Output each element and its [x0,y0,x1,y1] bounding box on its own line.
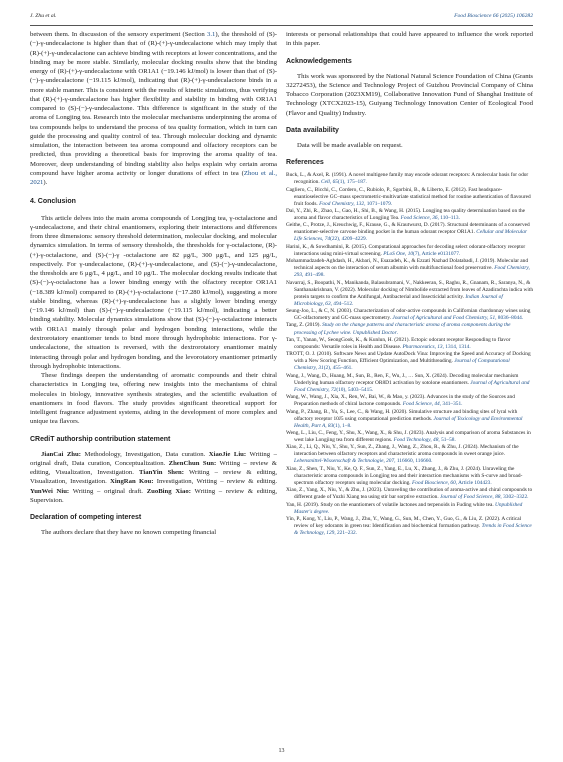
credit-author-role: Writing – original draft. [69,487,147,495]
reference-tail: (1), 175–187. [337,179,367,186]
reference-text: Mohammadzadeh-Aghdash, H., Akbari, N., Esazadeh, K., & Ezzati Nazhad Dolatabadi, J. (2019). Molecular and technical aspects on the interaction of serum albumin with multifunctional food preservative. [286,258,529,272]
conclusion-heading: 4. Conclusion [30,197,76,205]
credit-paragraph [30,450,277,506]
right-column [286,30,533,537]
reference-item[interactable] [286,208,533,222]
reference-text: Tan, T., Yanan, W., SeongGook, K., & Kunlun, H. (2021). Ectopic odorant receptor Responding to flavor compounds: Versatile roles in Health and Disease. [286,336,511,350]
acknowledgements-heading: Acknowledgements [286,57,352,65]
reference-journal-link[interactable]: Cellular and Molecular Life Sciences, 74 [294,229,528,243]
discussion-paragraph [30,30,277,188]
reference-item[interactable] [286,172,533,186]
citation-link[interactable]: Zhou et al., 2021 [30,169,277,187]
credit-author-role: Writing – review & editing, Visualization, Investigation. [30,459,277,477]
discussion-text-b: ), the threshold of (S)-(−)-γ-undecalactone is higher than that of (R)-(+)-γ-undecalactone which may imply that (R)-(+)-γ-undecalactone can achieve binding with receptors at lower concentrations, and the binding may be more stable. Similarly, molecular docking results show that the binding energy of (R)-(+)-γ-undecalactone with OR1A1 (−19.146 kJ/mol) is lower than that of (S)-(−)-γ-undecalactone (−19.115 kJ/mol), indicating that (R)-(+)-γ-undecalactone binds in a more stable manner. This is consistent with the results of kinetic simulations, thus verifying that (R)-(+)-γ-undecalactone has higher flexibility and stability in binding with OR1A1 compared to (S)-(−)-γ-undecalactone. This difference is significant in the study of the aroma of Longjing tea. Research into the molecular mechanisms underpinning the aroma of tea compounds helps to understand the process of tea quality formation, which in turn can guide the processing and quality control of tea. Through molecular docking and dynamic simulation, the interaction between tea aroma compound and olfactory receptors can be predicted, thus providing a theoretical basis for improving the aroma quality of tea. Moreover, deep understanding of binding stability also helps explain why certain aroma compound have higher aroma activity or longer durations of effect in tea ( [30,31,277,177]
reference-text: Xiao, Z., Yang, X., Niu, Y., & Zhu, J. (2023). Unraveling the contribution of aroma-active and chiral compounds to different grade of Yuzhi Xiang tea using stir bar sorptive extraction. [286,487,533,501]
reference-tail: , 3302–3322. [500,494,529,501]
section-link[interactable]: 3.1 [206,31,216,38]
reference-journal-link[interactable]: Study on the change patterns and characteristic aroma of aroma components during the processing of Lychee wine. Unpublished Doctor [294,322,511,336]
reference-tail: (22), 4209–4229. [330,236,368,243]
running-header [30,13,533,25]
reference-text: Weng, L., Liu, C., Feng, Y., Shu, X., Wang, X., & Shu, J. (2023). Analysis and comparison of aroma Substances in west lake Longjing tea from different regions. [286,429,531,444]
reference-tail: , 110–113. [437,215,460,221]
reference-item[interactable] [286,308,533,322]
credit-heading: CRediT authorship contribution statement [30,435,171,443]
acknowledgements-paragraph: This work was sponsored by the National Natural Science Foundation of China (Grants 32272453), the Science and Technology Project of Guizhou Provincial Company of China Tobacco Corporation (2023XM19), Collaborative Innovation Fund of Shanghai Institute of Technology (XTCX2023-15), Guiyang Technology Innovation Center of Ecological Food (Flavor and Quality) Industry. [286,72,533,117]
reference-item[interactable] [286,258,533,279]
reference-text: Yin, P., Kong, Y., Liu, P., Wang, J., Zhu, Y., Wang, G., Sun, M., Chen, Y., Guo, G., & Liu, Z. (2022). A critical review of key odorants in green tea: Identification and biochemical formation pathway. [286,516,522,530]
conclusion-paragraph-2: These findings deepen the understanding of aromatic compounds and their chiral characteristics in Longjing tea, offering new insights into the mechanisms of chiral molecules in biology, innovative synthesis strategies, and the scientific evaluation of enantiomers in food flavors. The study provides significant theoretical support for intelligent fragrance adjustment systems, aiding in the development of more complex and unique tea flavors. [30,372,277,426]
reference-item[interactable] [286,516,533,537]
reference-text: Cagliero, C., Bicchi, C., Cordero, C., Rubiolo, P., Sgorbini, B., & Liberto, E. (2012). Fast headspace-enantioselective GC–mass spectrometric-multivariate statistical method for routine authentication of flavoured fruit foods. [286,186,531,207]
reference-item[interactable] [286,351,533,372]
competing-interest-heading: Declaration of competing interest [30,514,142,522]
reference-journal-link[interactable]: Journal of Agricultural and Food Chemistry, 51 [392,315,496,322]
reference-journal-link[interactable]: Food Technology, 48 [393,437,439,444]
reference-tail: , 491–498. [302,272,325,279]
reference-text: Wang, P., Zhang, B., Yu, S., Lee, C., & Wang, H. (2020). Simulative structure and binding sites of lyral with olfactory receptor 10J5 using computational prediction methods. [286,408,518,422]
references-heading: References [286,159,324,167]
discussion-text-c: ). [43,179,48,187]
credit-author-name: TianYin Shen: [139,469,184,477]
credit-author-name: ZuoBing Xiao: [146,487,191,495]
reference-item[interactable] [286,502,533,516]
header-journal-link[interactable]: Food Bioscience 66 (2025) 106282 [454,13,533,19]
reference-journal-link[interactable]: Food Chemistry, 293 [294,265,530,279]
reference-tail: , 221–232. [334,530,358,537]
reference-tail: (7), Article e0131077. [413,250,461,257]
reference-journal-link[interactable]: Lebensmittel-Wissenschaft & Technologie, 207 [294,458,395,465]
reference-journal-link[interactable]: Journal of Agricultural and Food Chemistry, 72 [294,379,530,393]
reference-item[interactable] [286,222,533,243]
reference-item[interactable] [286,373,533,394]
reference-item[interactable] [286,244,533,258]
conclusion-paragraph-1: This article delves into the main aroma compounds of Longjing tea, γ-octalactone and γ-undecalactone, and their chiral enantiomers, exploring their interactions and differences from three dimensions: sensory threshold determination, molecular docking, and molecular dynamics simulation. In terms of sensory thresholds, the thresholds for γ-octalactone, (R)-(+)-γ-octalactone, and (S)-(−)-γ -octalactone are 82 μg/L, 300 μg/L, and 125 μg/L, respectively. For γ-undecalactone, (R)-(+)-γ-undecalactone, and (S)-(−)-γ-undecalactone, the thresholds are 6 μg/L, 4 μg/L, and 10 μg/L. The molecular docking results indicate that (S)-(−)-γ-octalactone has a lower binding energy with the olfactory receptor OR1A1 (−18.389 kJ/mol) compared to (R)-(+)-γ-octalactone (−17.280 kJ/mol), suggesting a more stable binding, whereas (R)-(+)-γ-undecalactone has a slightly lower binding energy (−19.146 kJ/mol) than (S)-(−)-γ-undecalactone (−19.115 kJ/mol), indicating a better binding stability. Molecular dynamics simulations show that (S)-(−)-γ-octalactone interacts with OR1A1 mainly through polar and hydrogen bonding interactions, while the dextrorotatory enantiomer tends to bind more through hydrophobic interactions. For γ-undecalactone, the situation is reversed, with the dextrorotatory enantiomer mainly interacting through polar and hydrogen bonding, and the levorotatory enantiomer primarily through hydrophobic interactions. [30,214,277,370]
credit-author-role: Writing – review & editing, Supervision. [30,487,277,504]
reference-journal-link[interactable]: Journal of Computational Chemistry, 31 [294,358,510,372]
data-availability-heading: Data availability [286,126,339,134]
reference-item[interactable] [286,487,533,501]
left-column [30,30,277,537]
reference-journal-link[interactable]: PLoS One, 10 [383,250,414,257]
credit-author-role: Methodology, Investigation, Data curation. [80,450,209,458]
reference-item[interactable] [286,322,533,336]
credit-author-name: JianCai Zhu: [41,450,81,458]
reference-tail: , 1314, 1314. [442,343,471,350]
credit-author-role: Investigation, Writing – review & editing. [153,478,277,486]
reference-tail: , 116660, 116660. [394,458,433,465]
credit-author-name: XiaoJie Liu: [208,450,247,458]
reference-journal-link[interactable]: Journal of Food Science, 88 [440,494,501,501]
reference-text: Dai, Y., Zhi, R., Zhao, L., Gao, H., Shi, B., & Wang, H. (2015). Longjing tea quality determination based on the aroma and flavor characteristics of Longjing Tea. [286,207,526,221]
reference-item[interactable] [286,444,533,465]
credit-author-role: Writing – review & editing, Visualization, Investigation. [30,469,277,486]
reference-tail: , 51–58. [438,437,456,444]
reference-journal-link[interactable]: Food Bioscience, 60 [411,479,456,486]
reference-journal-link[interactable]: Food Science, 36 [400,215,438,221]
reference-tail: , Article 104423. [455,479,492,486]
reference-text: Yan, H. (2019). Study on the enantiomers of volatile lactones and terpenoids in Fuding white tea. [286,501,496,508]
header-rule [30,25,533,26]
discussion-text-a: between them. In discussion of the sensory experiment (Section [30,31,207,38]
reference-text: Seung-Joo, L., & C, N. (2003). Characterization of odor-active compounds in Californian chardonnay wines using GC-olfactometry and GC-mass spectrometry. [286,308,531,322]
reference-tail: (1), 1–8. [333,422,352,429]
reference-text: Buck, L., & Axel, R. (1991). A novel multigene family may encode odorant receptors: A molecular basis for odor recognition. [286,172,529,186]
page-number: 13 [278,748,285,754]
reference-item[interactable] [286,394,533,408]
reference-journal-link[interactable]: Unpublished Master's degree [294,501,523,515]
reference-tail: , 341–351. [439,401,463,408]
reference-text: Wang, J., Wang, D., Huang, M., Sun, B., Ren, F., Wu, J., … Sun, X. (2024). Decoding molecular mechanism Underlying human olfactory receptor OR8D1 activation by sotolone enantiomers. [286,372,519,386]
reference-journal-link[interactable]: Indian Journal of Microbiology, 63 [294,293,503,307]
header-authors: J. Zhu et al. [30,13,57,19]
reference-journal-link[interactable]: Food Science, 44 [402,401,440,408]
reference-item[interactable] [286,430,533,444]
reference-journal-link[interactable]: Pharmaceutics, 13 [402,343,443,350]
reference-tail: , 494–512. [330,300,354,307]
reference-item[interactable] [286,187,533,208]
reference-item[interactable] [286,466,533,487]
reference-text: Harini, K., & Sowdhamini, R. (2015). Computational approaches for decoding select odorant-olfactory receptor interactions using mini-virtual screening. [286,243,526,257]
reference-text: Navarraj, S., Boopathi, N., Manikanda, Balasubramani, V., Nakkeeran, S., Raghu, R., Gnanam, R., Saranya, N., & Santhanakrishnan, V. (2022). Molecular docking of Nimbolide extracted from leaves of Azadirachta indica with protein targets to confirm the Antifungal, Antibacterial and Insecticidal activity. [286,279,534,300]
reference-list [286,172,533,537]
reference-text: Wang, W., Wang, J., Xia, X., Ren, W., Bai, W., & Mao, y. (2023). Advances in the study of the Sources and Preparation methods of chiral lactone compounds. [286,394,515,408]
reference-tail: (10), 5403–5415. [336,386,374,393]
data-availability-paragraph: Data will be made available on request. [297,141,403,149]
reference-item[interactable] [286,337,533,351]
reference-text: Xiao, Z., Li, Q., Niu, Y., Shu, Y., Sun, Z., Zhang, J., Wang, Z., Zhou, R., & Zhu, J. (2024). Mechanism of the interaction between olfactory receptors and characteristic aroma compounds in sweet orange juice. [286,444,519,458]
reference-journal-link[interactable]: Food Chemistry, 132 [319,200,365,207]
credit-author-name: ZhenChun Sun: [168,459,217,467]
competing-interest-paragraph: The authors declare that they have no known competing financial [41,529,217,537]
reference-journal-link[interactable]: Cell, 65 [321,179,338,186]
credit-author-name: XingRan Kou: [110,478,154,486]
reference-tail: . [396,329,398,336]
reference-item[interactable] [286,280,533,308]
reference-text: Xiao, Z., Shen, T., Niu, Y., Ke, Q. F., Sun, Z., Yang, E., Lu, X., Zhang, J., & Zhu, J. (2024). Unraveling the characteristic aroma compounds in Longjing tea and their interaction mechanisms with S-curve and broad-spectrum olfactory receptors using molecular docking. [286,465,523,486]
reference-journal-link[interactable]: Trends in Food Science & Technology, 129 [294,523,532,537]
reference-tail: (2), 455–461. [323,365,353,372]
reference-journal-link[interactable]: Journal of Toxicology and Environmental Health, Part A, 83 [294,415,523,429]
reference-text: Tang, Z. (2019). [286,322,323,329]
reference-text: Geithe, C., Protze, J., Kreuchwig, F., Krause, G., & Krautwurst, D. (2017). Structural determinants of a conserved enantiomer-selective carvone binding pocket in the human odorant receptor OR1A1. [286,222,530,236]
reference-item[interactable] [286,409,533,430]
reference-tail: , 1071–1079. [364,200,393,207]
competing-interest-continued: interests or personal relationships that could have appeared to influence the work reported in this paper. [286,31,533,48]
reference-text: TROTT, O. J. (2010). Software News and Update AutoDock Vina: Improving the Speed and Accuracy of Docking with a New Scoring Function, Efficient Optimization, and Multithreading. [286,351,531,365]
reference-tail: . [328,508,330,515]
credit-author-role: Writing – original draft, Data curation, Conceptualization. [30,450,277,467]
credit-author-name: YunWei Niu: [30,487,70,495]
reference-tail: , 8036–8044. [495,315,524,322]
